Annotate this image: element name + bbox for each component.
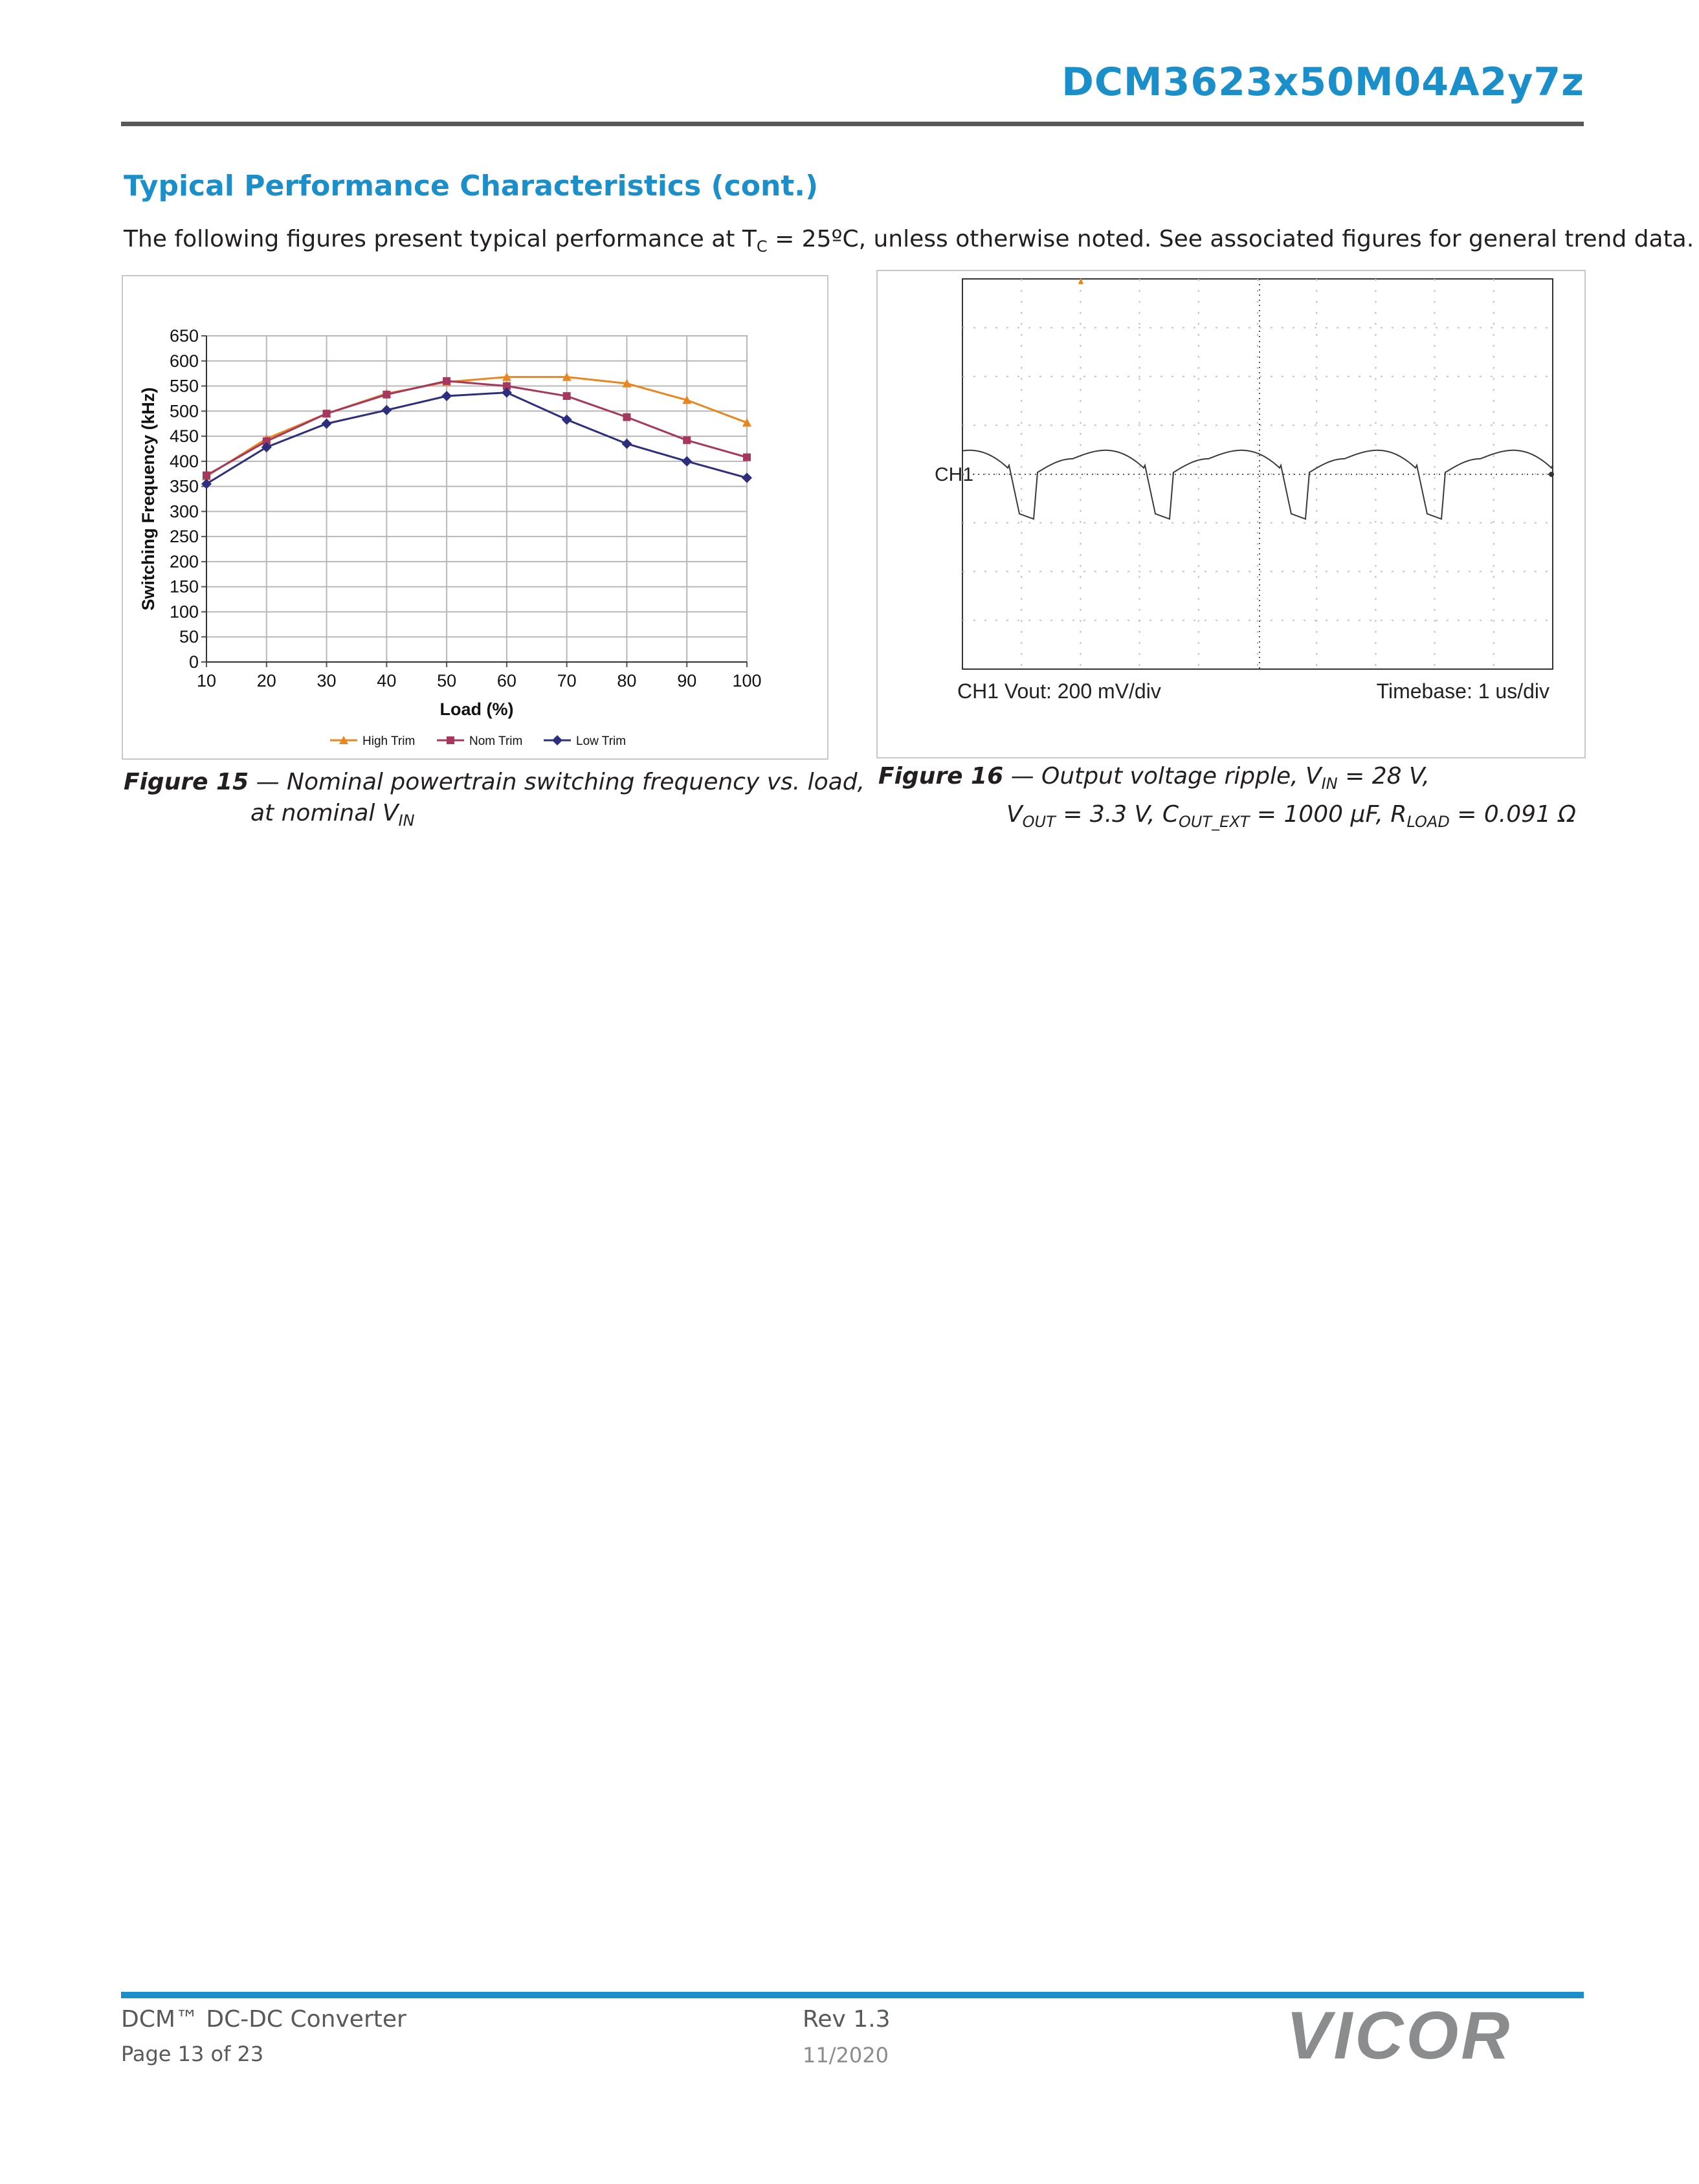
y-tick-label: 650 (169, 326, 199, 346)
scale-label: CH1 Vout: 200 mV/div (957, 679, 1161, 703)
footer-product: DCM™ DC-DC Converter (121, 2006, 406, 2033)
section-title: Typical Performance Characteristics (cont.) (124, 170, 819, 203)
y-tick-label: 550 (169, 376, 199, 396)
switching-frequency-chart (123, 276, 827, 758)
data-point (443, 377, 450, 385)
data-point (323, 410, 331, 417)
x-tick-label: 20 (256, 671, 276, 690)
figure-16-cout: = 3.3 V, C (1055, 801, 1179, 828)
plot-area (206, 336, 747, 662)
vicor-logo (1286, 2002, 1584, 2075)
y-tick-label: 300 (169, 502, 199, 522)
x-tick-label: 10 (196, 671, 217, 690)
figure-16-label: Figure 16 (878, 763, 1004, 789)
logo-text: VICOR (1286, 2002, 1513, 2073)
y-tick-label: 250 (169, 527, 199, 547)
figure-16-vout: V (1006, 801, 1023, 828)
intro-text (124, 226, 1694, 256)
figure-16-sub-in: IN (1321, 775, 1338, 793)
figure-15-frame (122, 275, 828, 760)
y-tick-label: 150 (169, 577, 199, 597)
timebase-label: Timebase: 1 us/div (1376, 679, 1549, 703)
figure-16-caption-line1-end: = 28 V, (1337, 763, 1430, 789)
x-tick-label: 50 (437, 671, 457, 690)
figure-16-sub-outext: OUT_EXT (1179, 813, 1250, 832)
intro-suffix: = 25ºC, unless otherwise noted. See associated figures for general trend data. (767, 226, 1694, 252)
vicor-logo-icon (1286, 2002, 1584, 2073)
x-tick-label: 80 (617, 671, 637, 690)
footer-rule (121, 1992, 1584, 1998)
legend-label: Low Trim (576, 734, 627, 748)
figure-16-frame (876, 270, 1586, 758)
x-tick-label: 90 (677, 671, 697, 690)
intro-subscript: C (756, 237, 768, 256)
oscilloscope-screen (878, 271, 1584, 757)
footer-rev: Rev 1.3 (803, 2006, 891, 2033)
legend-label: Nom Trim (469, 734, 523, 748)
intro-prefix: The following figures present typical performance at T (124, 226, 757, 252)
figure-16-rload-value: = 0.091 Ω (1449, 801, 1576, 828)
x-tick-label: 100 (732, 671, 762, 690)
y-tick-label: 450 (169, 426, 199, 447)
data-point (623, 414, 630, 421)
figure-15-caption (124, 767, 865, 836)
legend-label: High Trim (362, 734, 416, 748)
channel-label: CH1 (935, 464, 974, 485)
data-point (563, 392, 571, 400)
y-tick-label: 600 (169, 351, 199, 371)
legend-marker (447, 736, 454, 744)
figure-16-caption (878, 761, 1576, 837)
y-axis-label: Switching Frequency (kHz) (139, 387, 158, 611)
part-number: DCM3623x50M04A2y7z (1061, 60, 1584, 105)
header-rule (121, 122, 1584, 126)
x-tick-label: 70 (557, 671, 577, 690)
data-point (683, 436, 691, 444)
y-tick-label: 50 (179, 627, 199, 647)
figure-15-caption-line2: at nominal V (250, 800, 399, 826)
data-point (203, 472, 210, 480)
y-tick-label: 100 (169, 602, 199, 622)
figure-16-rload: = 1000 µF, R (1249, 801, 1407, 828)
x-tick-label: 40 (377, 671, 397, 690)
footer-date: 11/2020 (803, 2043, 889, 2068)
y-tick-label: 0 (188, 652, 199, 672)
figure-16-sub-out: OUT (1022, 813, 1056, 832)
y-tick-label: 500 (169, 401, 199, 421)
figure-16-caption-line1: — Output voltage ripple, V (1003, 763, 1322, 789)
figure-15-caption-line1: — Nominal powertrain switching frequency vs. load, (249, 769, 865, 795)
y-tick-label: 400 (169, 451, 199, 471)
data-point (383, 391, 390, 399)
footer-page: Page 13 of 23 (121, 2042, 264, 2066)
x-tick-label: 60 (496, 671, 516, 690)
x-tick-label: 30 (316, 671, 337, 690)
y-tick-label: 200 (169, 551, 199, 571)
figure-15-caption-sub: IN (398, 811, 415, 830)
y-tick-label: 350 (169, 476, 199, 496)
data-point (743, 454, 751, 461)
legend-marker (552, 735, 562, 745)
figure-16-sub-load: LOAD (1406, 813, 1450, 832)
figure-15-label: Figure 15 (124, 769, 249, 795)
x-axis-label: Load (%) (439, 700, 514, 719)
